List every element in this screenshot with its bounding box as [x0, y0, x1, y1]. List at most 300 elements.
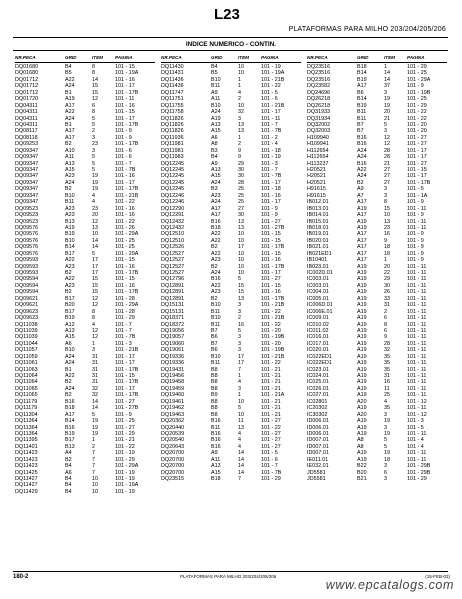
- grid-ref: B16: [211, 443, 221, 450]
- page-ref: 101 - 5: [261, 89, 278, 96]
- page-ref: 101 - 17B: [115, 121, 139, 128]
- page-ref: 101 - 7B: [261, 469, 282, 476]
- item-number: 31: [92, 373, 98, 379]
- part-number: DQ09594: [15, 289, 39, 296]
- column-header: [161, 54, 301, 63]
- part-number: DQ11395: [15, 437, 38, 444]
- part-number: IB021ED1: [307, 250, 332, 257]
- index-rows: [307, 64, 447, 482]
- part-number: DQ04311: [15, 109, 38, 116]
- grid-ref: A6: [65, 340, 72, 347]
- item-number: 1: [238, 134, 241, 141]
- page-ref: 101 - 19A: [115, 482, 139, 489]
- item-number: 12: [92, 295, 98, 302]
- page-ref: 101 - 7B: [261, 128, 282, 135]
- part-number: DQ12510: [161, 237, 185, 244]
- item-number: 2: [238, 315, 241, 322]
- part-number: DQ18371: [161, 315, 185, 322]
- page-ref: 101 - 16: [115, 212, 135, 219]
- item-number: 14: [238, 450, 244, 457]
- page-ref: 101 - 22: [115, 199, 135, 206]
- item-number: 8: [384, 321, 387, 328]
- item-number: 3: [238, 385, 241, 392]
- grid-ref: A19: [65, 224, 75, 231]
- part-number: DQ20700: [161, 450, 185, 457]
- part-number: DQ11429: [15, 488, 38, 495]
- page-ref: 101 - 21B: [261, 76, 285, 83]
- grid-ref: A17: [65, 128, 75, 135]
- index-row: [161, 476, 301, 482]
- grid-ref: A13: [211, 121, 221, 128]
- header-item: ITEM: [238, 55, 249, 60]
- grid-ref: A24: [65, 385, 75, 392]
- page-ref: 101 - 11: [407, 321, 427, 328]
- part-number: DQ11751: [161, 96, 184, 103]
- item-number: 5: [238, 327, 241, 334]
- part-number: DQ11304: [15, 411, 38, 418]
- part-number: DQ09347: [15, 167, 39, 173]
- grid-ref: A19: [357, 379, 367, 386]
- part-number: DQ09576: [15, 250, 39, 257]
- part-number: DQ12527: [161, 257, 185, 264]
- part-number: DQ09623: [15, 308, 39, 315]
- grid-ref: B6: [357, 89, 364, 96]
- page-ref: 101 - 29: [407, 64, 427, 70]
- item-number: 9: [384, 237, 387, 244]
- part-number: DQ20700: [161, 469, 185, 476]
- grid-ref: B8: [211, 379, 218, 386]
- item-number: 35: [384, 405, 390, 412]
- page-ref: 101 - 21: [261, 411, 281, 418]
- page-ref: 101 - 9: [115, 134, 132, 141]
- item-number: 4: [238, 430, 241, 437]
- grid-ref: B2: [357, 179, 364, 186]
- grid-ref: A19: [357, 340, 367, 347]
- page-ref: 101 - 11: [115, 96, 135, 103]
- part-number: DQ12796: [161, 276, 185, 283]
- item-number: 6: [384, 315, 387, 322]
- page-ref: 101 - 9: [407, 199, 424, 206]
- page-ref: 101 - 27: [261, 418, 281, 425]
- page-ref: 101 - 1A: [407, 192, 428, 199]
- page-ref: 101 - 22: [115, 218, 135, 225]
- part-number: IC004.01: [307, 289, 329, 296]
- grid-ref: A24: [65, 360, 75, 367]
- page-ref: 101 - 19: [115, 469, 135, 476]
- part-number: IB018.01: [307, 224, 329, 231]
- grid-ref: B10: [211, 102, 221, 109]
- grid-ref: A17: [211, 205, 221, 212]
- part-number: H113237: [307, 160, 329, 167]
- grid-ref: B3: [211, 147, 218, 154]
- page-ref: 101 - 22: [261, 321, 281, 328]
- item-number: 30: [238, 167, 244, 173]
- part-number: DQ11758: [161, 109, 184, 116]
- grid-ref: B4: [211, 64, 218, 70]
- grid-ref: B2: [211, 244, 218, 251]
- part-number: IC30302: [307, 411, 328, 418]
- page-ref: 101 - 16: [115, 173, 135, 180]
- grid-ref: B11: [211, 424, 221, 431]
- page-ref: 101 - 11: [407, 405, 427, 412]
- grid-ref: A24: [65, 179, 75, 186]
- grid-ref: B17: [65, 437, 75, 444]
- item-number: 19: [92, 430, 98, 437]
- page-ref: 101 - 11: [407, 302, 427, 309]
- part-number: JD5581: [307, 476, 326, 482]
- grid-ref: B10: [65, 237, 75, 244]
- page-ref: 101 - 28: [115, 308, 135, 315]
- grid-ref: B4: [211, 154, 218, 161]
- page-ref: 101 - 7B: [115, 167, 136, 173]
- page-ref: 101 - 9: [407, 83, 424, 90]
- page-ref: 101 - 29: [407, 102, 427, 109]
- page-ref: 101 - 9: [407, 231, 424, 238]
- grid-ref: B11: [211, 83, 221, 90]
- item-number: 7: [238, 476, 241, 482]
- page-ref: 101 - 20: [261, 327, 281, 334]
- item-number: 8: [92, 64, 95, 70]
- page-ref: 101 - 21B: [115, 192, 139, 199]
- page-ref: 101 - 12: [407, 411, 427, 418]
- item-number: 18: [384, 244, 390, 251]
- grid-ref: B3: [211, 186, 218, 193]
- part-number: IC20302: [307, 405, 328, 412]
- part-number: DQ20362: [161, 418, 185, 425]
- grid-ref: A19: [357, 385, 367, 392]
- item-number: 13: [238, 424, 244, 431]
- item-number: 5: [92, 160, 95, 167]
- page-ref: 101 - 17B: [261, 263, 285, 270]
- item-number: 7: [238, 366, 241, 373]
- page-ref: 101 - 11: [407, 289, 427, 296]
- item-number: 35: [384, 353, 390, 360]
- grid-ref: B14: [65, 244, 75, 251]
- page-ref: 101 - 17: [115, 353, 135, 360]
- part-number: DQ11431: [161, 70, 184, 77]
- grid-ref: B20: [65, 302, 75, 309]
- grid-ref: A10: [65, 147, 75, 154]
- grid-ref: A15: [211, 173, 221, 180]
- page-ref: 101 - 16: [115, 102, 135, 109]
- grid-ref: A23: [65, 282, 75, 289]
- item-number: 14: [238, 456, 244, 463]
- item-number: 14: [92, 405, 98, 412]
- page-ref: 101 - 21: [115, 437, 135, 444]
- part-number: DQ11044: [15, 340, 38, 347]
- item-number: 4: [384, 398, 387, 405]
- grid-ref: A19: [357, 456, 367, 463]
- part-number: DQ15131: [161, 308, 185, 315]
- page-ref: 101 - 21B: [261, 102, 285, 109]
- item-number: 1: [384, 64, 387, 70]
- page-ref: 101 - 21B: [261, 302, 285, 309]
- page-ref: 101 - 17: [407, 173, 427, 180]
- part-number: DQ09594: [15, 282, 39, 289]
- page-ref: 101 - 2: [261, 134, 278, 141]
- item-number: 3: [384, 128, 387, 135]
- page-ref: 101 - 21: [261, 379, 281, 386]
- item-number: 37: [384, 83, 390, 90]
- item-number: 14: [384, 70, 390, 77]
- page-ref: 101 - 21: [261, 366, 281, 373]
- item-number: 29: [384, 276, 390, 283]
- part-number: DQ19336: [161, 360, 185, 367]
- page-ref: 101 - 11: [407, 347, 427, 354]
- page-ref: 101 - 20: [407, 128, 427, 135]
- part-number: DQ12891: [161, 282, 185, 289]
- grid-ref: B7: [357, 121, 364, 128]
- page-ref: 101 - 21B: [115, 347, 139, 354]
- page-ref: 101 - 16: [115, 76, 135, 83]
- item-number: 17: [92, 270, 98, 276]
- grid-ref: A15: [211, 128, 221, 135]
- item-number: 31: [92, 366, 98, 373]
- item-number: 9: [238, 154, 241, 161]
- item-number: 30: [238, 212, 244, 219]
- part-number: IC025.01: [307, 379, 329, 386]
- page-ref: 101 - 17B: [115, 392, 139, 399]
- grid-ref: A8: [357, 443, 364, 450]
- grid-ref: A19: [357, 353, 367, 360]
- item-number: 18: [384, 250, 390, 257]
- grid-ref: A17: [357, 257, 367, 264]
- part-number: IC022ED1: [307, 360, 332, 367]
- part-number: DQ12891: [161, 295, 185, 302]
- page-ref: 101 - 27: [407, 134, 427, 141]
- page-ref: 101 - 3: [115, 340, 132, 347]
- part-number: IB023.01: [307, 263, 329, 270]
- page-ref: 101 - 22: [261, 424, 281, 431]
- grid-ref: B2: [211, 263, 218, 270]
- item-number: 3: [238, 308, 241, 315]
- part-number: IB10401: [307, 257, 328, 264]
- header-grid: GRID: [65, 55, 77, 60]
- catalog-subtitle: PLATAFORMAS PARA MILHO 203/204/205/206: [288, 26, 446, 33]
- part-number: DQ11755: [161, 102, 184, 109]
- page-ref: 101 - 17B: [115, 366, 139, 373]
- page-ref: 101 - 16: [115, 263, 135, 270]
- page-ref: 101 - 27: [407, 160, 427, 167]
- header-page: PAGINA: [115, 55, 133, 60]
- grid-ref: B4: [65, 64, 72, 70]
- grid-ref: B19: [65, 231, 75, 238]
- part-number: DQ11063: [15, 366, 38, 373]
- page-ref: 101 - 11: [407, 430, 427, 437]
- page-ref: 101 - 15: [261, 237, 281, 244]
- grid-ref: A23: [211, 257, 221, 264]
- part-number: H20521: [307, 179, 326, 186]
- page-ref: 101 - 21A: [261, 392, 285, 399]
- item-number: 13: [238, 121, 244, 128]
- item-number: 5: [384, 437, 387, 444]
- grid-ref: B2: [65, 289, 72, 296]
- item-number: 14: [238, 463, 244, 470]
- item-number: 4: [92, 199, 95, 206]
- part-number: ID007.01: [307, 437, 329, 444]
- part-number: DQ09593: [15, 263, 39, 270]
- footer-date: (15-FEB-03): [425, 574, 450, 579]
- grid-ref: A17: [357, 83, 367, 90]
- grid-ref: A17: [357, 231, 367, 238]
- item-number: 2: [92, 128, 95, 135]
- grid-ref: A23: [211, 289, 221, 296]
- part-number: H112654: [307, 147, 329, 154]
- page-ref: 101 - 11: [407, 308, 427, 315]
- page-ref: 101 - 17: [261, 179, 281, 186]
- page-ref: 101 - 11: [407, 315, 427, 322]
- page-ref: 101 - 29: [115, 456, 135, 463]
- page-ref: 101 - 7B: [261, 173, 282, 180]
- part-number: DQ11427: [15, 476, 38, 482]
- item-number: 25: [384, 392, 390, 399]
- part-number: DQ12526: [161, 244, 185, 251]
- part-number: DQ11065: [15, 385, 38, 392]
- part-number: DQ11064: [15, 379, 38, 386]
- part-number: DQ11427: [15, 482, 38, 489]
- page-ref: 101 - 29A: [115, 231, 139, 238]
- item-number: 14: [384, 76, 390, 83]
- item-number: 19: [384, 430, 390, 437]
- page-ref: 101 - 7: [115, 327, 132, 334]
- part-number: IB012.01: [307, 199, 329, 206]
- part-number: DQ11423: [15, 463, 38, 470]
- item-number: 12: [92, 302, 98, 309]
- item-number: 17: [238, 353, 244, 360]
- item-number: 10: [238, 270, 244, 276]
- page-ref: 101 - 16: [261, 289, 281, 296]
- grid-ref: A19: [211, 115, 221, 122]
- item-number: 9: [238, 147, 241, 154]
- item-number: 3: [238, 302, 241, 309]
- item-number: 12: [384, 141, 390, 148]
- catalog-code: L23: [214, 6, 240, 23]
- page-ref: 101 - 7: [261, 121, 278, 128]
- item-number: 3: [92, 147, 95, 154]
- part-number: DQ11436: [161, 83, 184, 90]
- part-number: IC026.01: [307, 385, 329, 392]
- item-number: 11: [238, 418, 244, 425]
- item-number: 3: [92, 134, 95, 141]
- header-item: ITEM: [384, 55, 395, 60]
- grid-ref: B5: [211, 70, 218, 77]
- page-ref: 101 - 11: [407, 270, 427, 276]
- grid-ref: B6: [211, 347, 218, 354]
- item-number: 15: [92, 89, 98, 96]
- part-number: DQ12527: [161, 263, 185, 270]
- grid-ref: B6: [211, 334, 218, 341]
- part-number: DQ12432: [161, 218, 185, 225]
- page-ref: 101 - 20: [407, 121, 427, 128]
- item-number: 19: [384, 102, 390, 109]
- item-number: 3: [238, 347, 241, 354]
- grid-ref: B22: [357, 463, 367, 470]
- grid-ref: A19: [357, 430, 367, 437]
- part-number: DQ23515: [161, 476, 185, 482]
- grid-ref: A19: [357, 270, 367, 276]
- part-number: DQ11039: [15, 334, 38, 341]
- column-header: [15, 54, 155, 63]
- part-number: DQ09347: [15, 199, 39, 206]
- item-number: 19: [92, 173, 98, 180]
- item-number: 23: [384, 224, 390, 231]
- page-ref: 101 - 11: [407, 327, 427, 334]
- item-number: 35: [384, 360, 390, 367]
- part-number: DQ12527: [161, 270, 185, 276]
- part-number: DQ04311: [15, 115, 38, 122]
- item-number: 15: [92, 282, 98, 289]
- item-number: 14: [92, 398, 98, 405]
- part-number: DQ09594: [15, 276, 39, 283]
- part-number: IC003.01: [307, 276, 329, 283]
- item-number: 10: [238, 257, 244, 264]
- item-number: 8: [92, 308, 95, 315]
- header-item: ITEM: [92, 55, 103, 60]
- item-number: 32: [92, 392, 98, 399]
- page-ref: 101 - 19A: [261, 70, 285, 77]
- page-ref: 101 - 27B: [115, 405, 139, 412]
- index-column: [161, 54, 301, 569]
- item-number: 10: [238, 398, 244, 405]
- grid-ref: B5: [65, 70, 72, 77]
- grid-ref: A19: [357, 405, 367, 412]
- item-number: 21: [384, 115, 390, 122]
- item-number: 19: [92, 418, 98, 425]
- item-number: 18: [384, 456, 390, 463]
- page-ref: 101 - 29B: [407, 463, 431, 470]
- part-number: DQ19463: [161, 411, 185, 418]
- part-number: DQ20700: [161, 463, 185, 470]
- grid-ref: B18: [65, 405, 75, 412]
- grid-ref: B11: [211, 321, 221, 328]
- page-ref: 101 - 11: [407, 379, 427, 386]
- page-ref: 101 - 15: [261, 231, 281, 238]
- page-ref: 101 - 17: [115, 179, 135, 186]
- page-ref: 101 - 9: [407, 237, 424, 244]
- grid-ref: A4: [65, 450, 72, 457]
- part-number: DQ11065: [15, 392, 38, 399]
- grid-ref: A19: [357, 418, 367, 425]
- page-ref: 101 - 17: [115, 360, 135, 367]
- item-number: 29: [238, 160, 244, 167]
- page-ref: 101 - 27: [115, 424, 135, 431]
- part-number: DQ12891: [161, 289, 185, 296]
- page-ref: 101 - 17B: [115, 186, 139, 193]
- grid-ref: B9: [211, 392, 218, 399]
- item-number: 22: [384, 270, 390, 276]
- grid-ref: B7: [357, 128, 364, 135]
- grid-ref: A24: [211, 199, 221, 206]
- part-number: DQ04311: [15, 102, 38, 109]
- grid-ref: B13: [65, 443, 75, 450]
- part-number: ID007.01: [307, 443, 329, 450]
- item-number: 27: [384, 167, 390, 173]
- page-ref: 101 - 4: [261, 141, 278, 148]
- page-ref: 101 - 9: [261, 212, 278, 219]
- grid-ref: A19: [357, 308, 367, 315]
- part-number: DQ26218: [307, 102, 331, 109]
- part-number: DQ12246: [161, 192, 185, 199]
- part-number: H20521: [307, 167, 326, 173]
- page-ref: 101 - 27: [261, 430, 281, 437]
- page-ref: 101 - 25: [407, 70, 427, 77]
- page-ref: 101 - 15: [115, 373, 135, 379]
- part-number: DQ09347: [15, 173, 39, 180]
- page-ref: 101 - 22: [407, 109, 427, 116]
- grid-ref: A24: [65, 115, 75, 122]
- item-number: 5: [238, 405, 241, 412]
- grid-ref: A19: [357, 450, 367, 457]
